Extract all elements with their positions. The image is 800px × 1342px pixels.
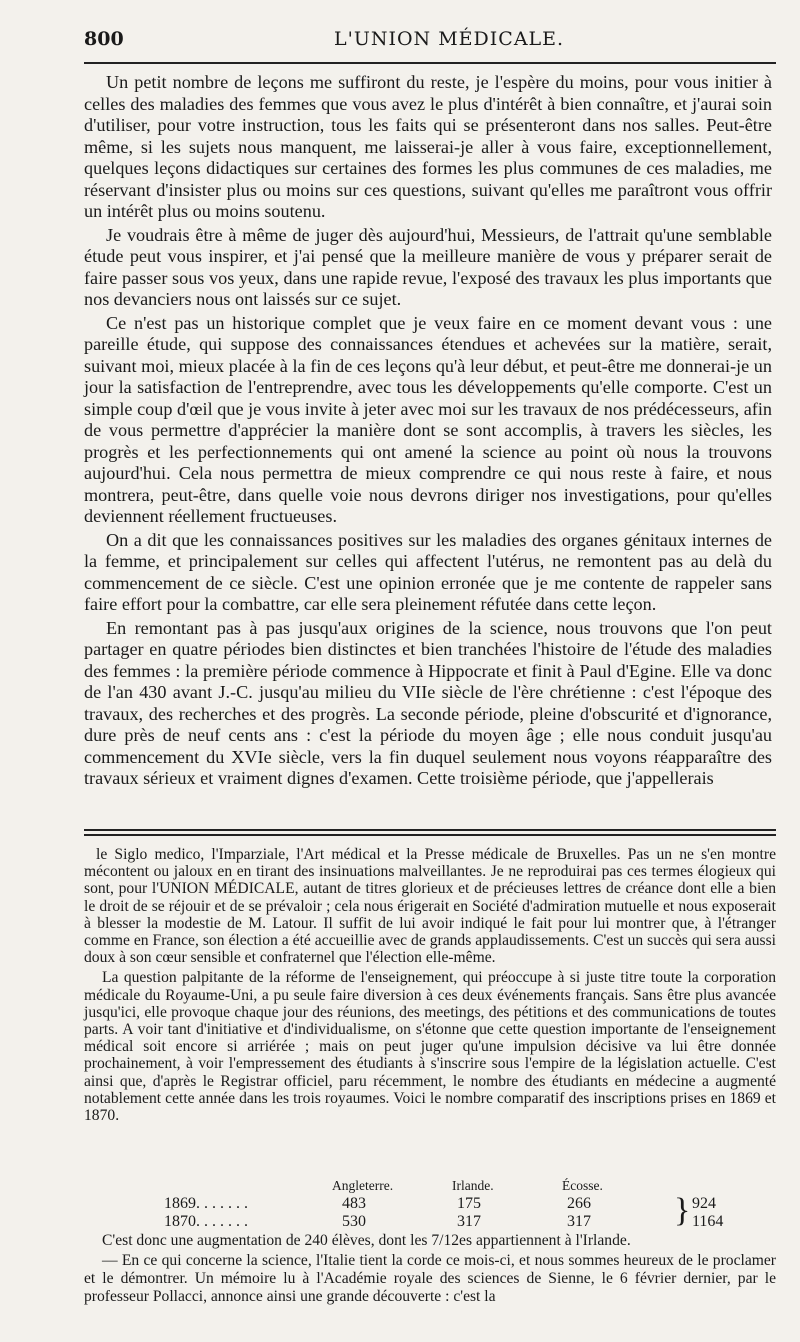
- column-header: Écosse.: [562, 1178, 603, 1193]
- body-paragraph: En remontant pas à pas jusqu'aux origines de la science, nous trouvons que l'on peut partager en quatre périodes bien distinctes et bien tranchées l'histoire de l'étude des maladies des femmes : la première période commence à Hippocrate et finit à Paul d'Egine. Elle va donc de l'an 430 avant J.-C. jusqu'au milieu du VIIe siècle de l'ère chrétienne : c'est l'époque des travaux, des recherches et des progrès. La seconde période, pleine d'obscurité et d'ignorance, dure près de neuf cents ans : c'est la période du moyen âge ; elle nous conduit jusqu'au commencement du XVIe siècle, vers la fin duquel seulement nous voyons réapparaître des travaux sérieux et vraiment dignes d'examen. Cette troisième période, que j'appellerais: [84, 617, 772, 788]
- table-cell: 266: [567, 1195, 591, 1212]
- table-cell: 175: [457, 1195, 481, 1212]
- header-rule: [84, 62, 776, 64]
- row-total: 1164: [692, 1213, 724, 1230]
- row-label: 1870. . . . . . .: [164, 1213, 248, 1230]
- row-label: 1869. . . . . . .: [164, 1195, 248, 1212]
- body-paragraph: Je voudrais être à même de juger dès aujourd'hui, Messieurs, de l'attrait qu'une semblable étude peut vous inspirer, et j'ai pensé que la meilleure manière de vous y préparer serait de faire passer sous vos yeux, dans une rapide revue, l'exposé des travaux les plus importants que nos devanciers nous ont laissés sur ce sujet.: [84, 224, 772, 309]
- table-cell: 317: [567, 1213, 591, 1230]
- notes-divider: [84, 829, 776, 831]
- running-title: L'UNION MÉDICALE.: [334, 28, 565, 50]
- notes-paragraph: le Siglo medico, l'Imparziale, l'Art médical et la Presse médicale de Bruxelles. Pas un ne s'en montre mécontent ou jaloux en en tirant des insinuations malveillantes. Je ne reproduirai pas ces termes élogieux qui sont, pour l'UNION MÉDICALE, autant de titres glorieux et de précieuses lettres de créance dont elle a bien le droit de se réjouir et de se prévaloir ; cela nous érigerait en Société d'admiration mutuelle et nous exposerait à blesser la modestie de M. Latour. Il suffit de lui avoir indiqué le fait pour lui montrer que, à l'étranger comme en France, son élection a été accueillie avec de grands applaudissements. C'est un succès qui sera aussi doux à son cœur sensible et confraternel que l'élection elle-même.: [84, 846, 776, 967]
- page-number: 800: [84, 28, 124, 50]
- notes-paragraph: C'est donc une augmentation de 240 élèves, dont les 7/12es appartiennent à l'Irlande.: [102, 1232, 631, 1249]
- inscriptions-table: [84, 1178, 776, 1238]
- row-total: 924: [692, 1195, 716, 1212]
- notes-divider: [84, 834, 776, 836]
- feuilleton-text: [84, 846, 776, 1127]
- main-text: [84, 72, 772, 792]
- column-header: Angleterre.: [332, 1178, 394, 1193]
- body-paragraph: Ce n'est pas un historique complet que je veux faire en ce moment devant vous : une pareille étude, qui suppose des connaissances étendues et achevées sur la matière, serait, suivant moi, mieux placée à la fin de ces leçons qu'à leur début, et peut-être me donnerai-je un jour la satisfaction de l'entreprendre, avec tous les développements qu'elle comporte. C'est un simple coup d'œil que je vous invite à jeter avec moi sur les travaux de nos prédécesseurs, afin de vous permettre d'apprécier la manière dont se sont accomplis, à travers les siècles, les progrès et les perfectionnements qui ont amené la science au point où nous la trouvons aujourd'hui. Cela nous permettra de mieux comprendre ce qui nous reste à faire, et nous montrera, peut-être, dans quelle voie nous devrons diriger nos investigations, pour qu'elles deviennent réellement fructueuses.: [84, 312, 772, 526]
- notes-paragraph: La question palpitante de la réforme de l'enseignement, qui préoccupe à si juste titre toute la corporation médicale du Royaume-Uni, a pu seule faire diversion à ces deux événements français. Sans être plus avancée jusqu'ici, elle provoque chaque jour des réunions, des meetings, des pétitions et des communications de toutes parts. A voir tant d'initiative et d'individualisme, on s'étonne que cette question importante de l'enseignement médical soit encore si arriérée ; mais on peut juger qu'une impulsion décisive va lui être donnée prochainement, à voir l'empressement des étudiants à s'inscrire sous l'empire de la législation actuelle. C'est ainsi que, d'après le Registrar officiel, paru récemment, le nombre des étudiants en médecine a augmenté notablement cette année dans les trois royaumes. Voici le nombre comparatif des inscriptions prises en 1869 et 1870.: [84, 969, 776, 1125]
- brace-glyph: }: [674, 1192, 691, 1229]
- feuilleton-text-continued: [84, 1232, 776, 1308]
- notes-paragraph: — En ce qui concerne la science, l'Italie tient la corde ce mois-ci, et nous sommes heureux de le proclamer et le démontrer. Un mémoire lu à l'Académie royale des sciences de Sienne, le 6 février dernier, par le professeur Pollacci, annonce ainsi une grande découverte : c'est la: [84, 1252, 776, 1305]
- table-cell: 317: [457, 1213, 481, 1230]
- table-cell: 530: [342, 1213, 366, 1230]
- table-cell: 483: [342, 1195, 366, 1212]
- column-header: Irlande.: [452, 1178, 494, 1193]
- body-paragraph: On a dit que les connaissances positives sur les maladies des organes génitaux internes de la femme, et principalement sur celles qui affectent l'utérus, ne remontent pas au delà du commencement de ce siècle. C'est une opinion erronée que je me contente de rappeler sans faire effort pour la combattre, car elle sera pleinement réfutée dans cette leçon.: [84, 529, 772, 614]
- page-header: [84, 24, 774, 56]
- body-paragraph: Un petit nombre de leçons me suffiront du reste, je l'espère du moins, pour vous initier à celles des maladies des femmes que vous avez le plus d'intérêt à bien connaître, et j'aurai soin d'utiliser, pour votre instruction, tous les faits qui se présenteront dans nos salles. Peut-être même, si les sujets nous manquent, me laisserai-je aller à vous faire, exceptionnellement, quelques leçons didactiques sur certaines des formes les plus communes de ces maladies, me réservant d'insister plus ou moins sur ces questions, suivant qu'elles me paraîtront vous offrir un intérêt plus ou moins soutenu.: [84, 72, 772, 221]
